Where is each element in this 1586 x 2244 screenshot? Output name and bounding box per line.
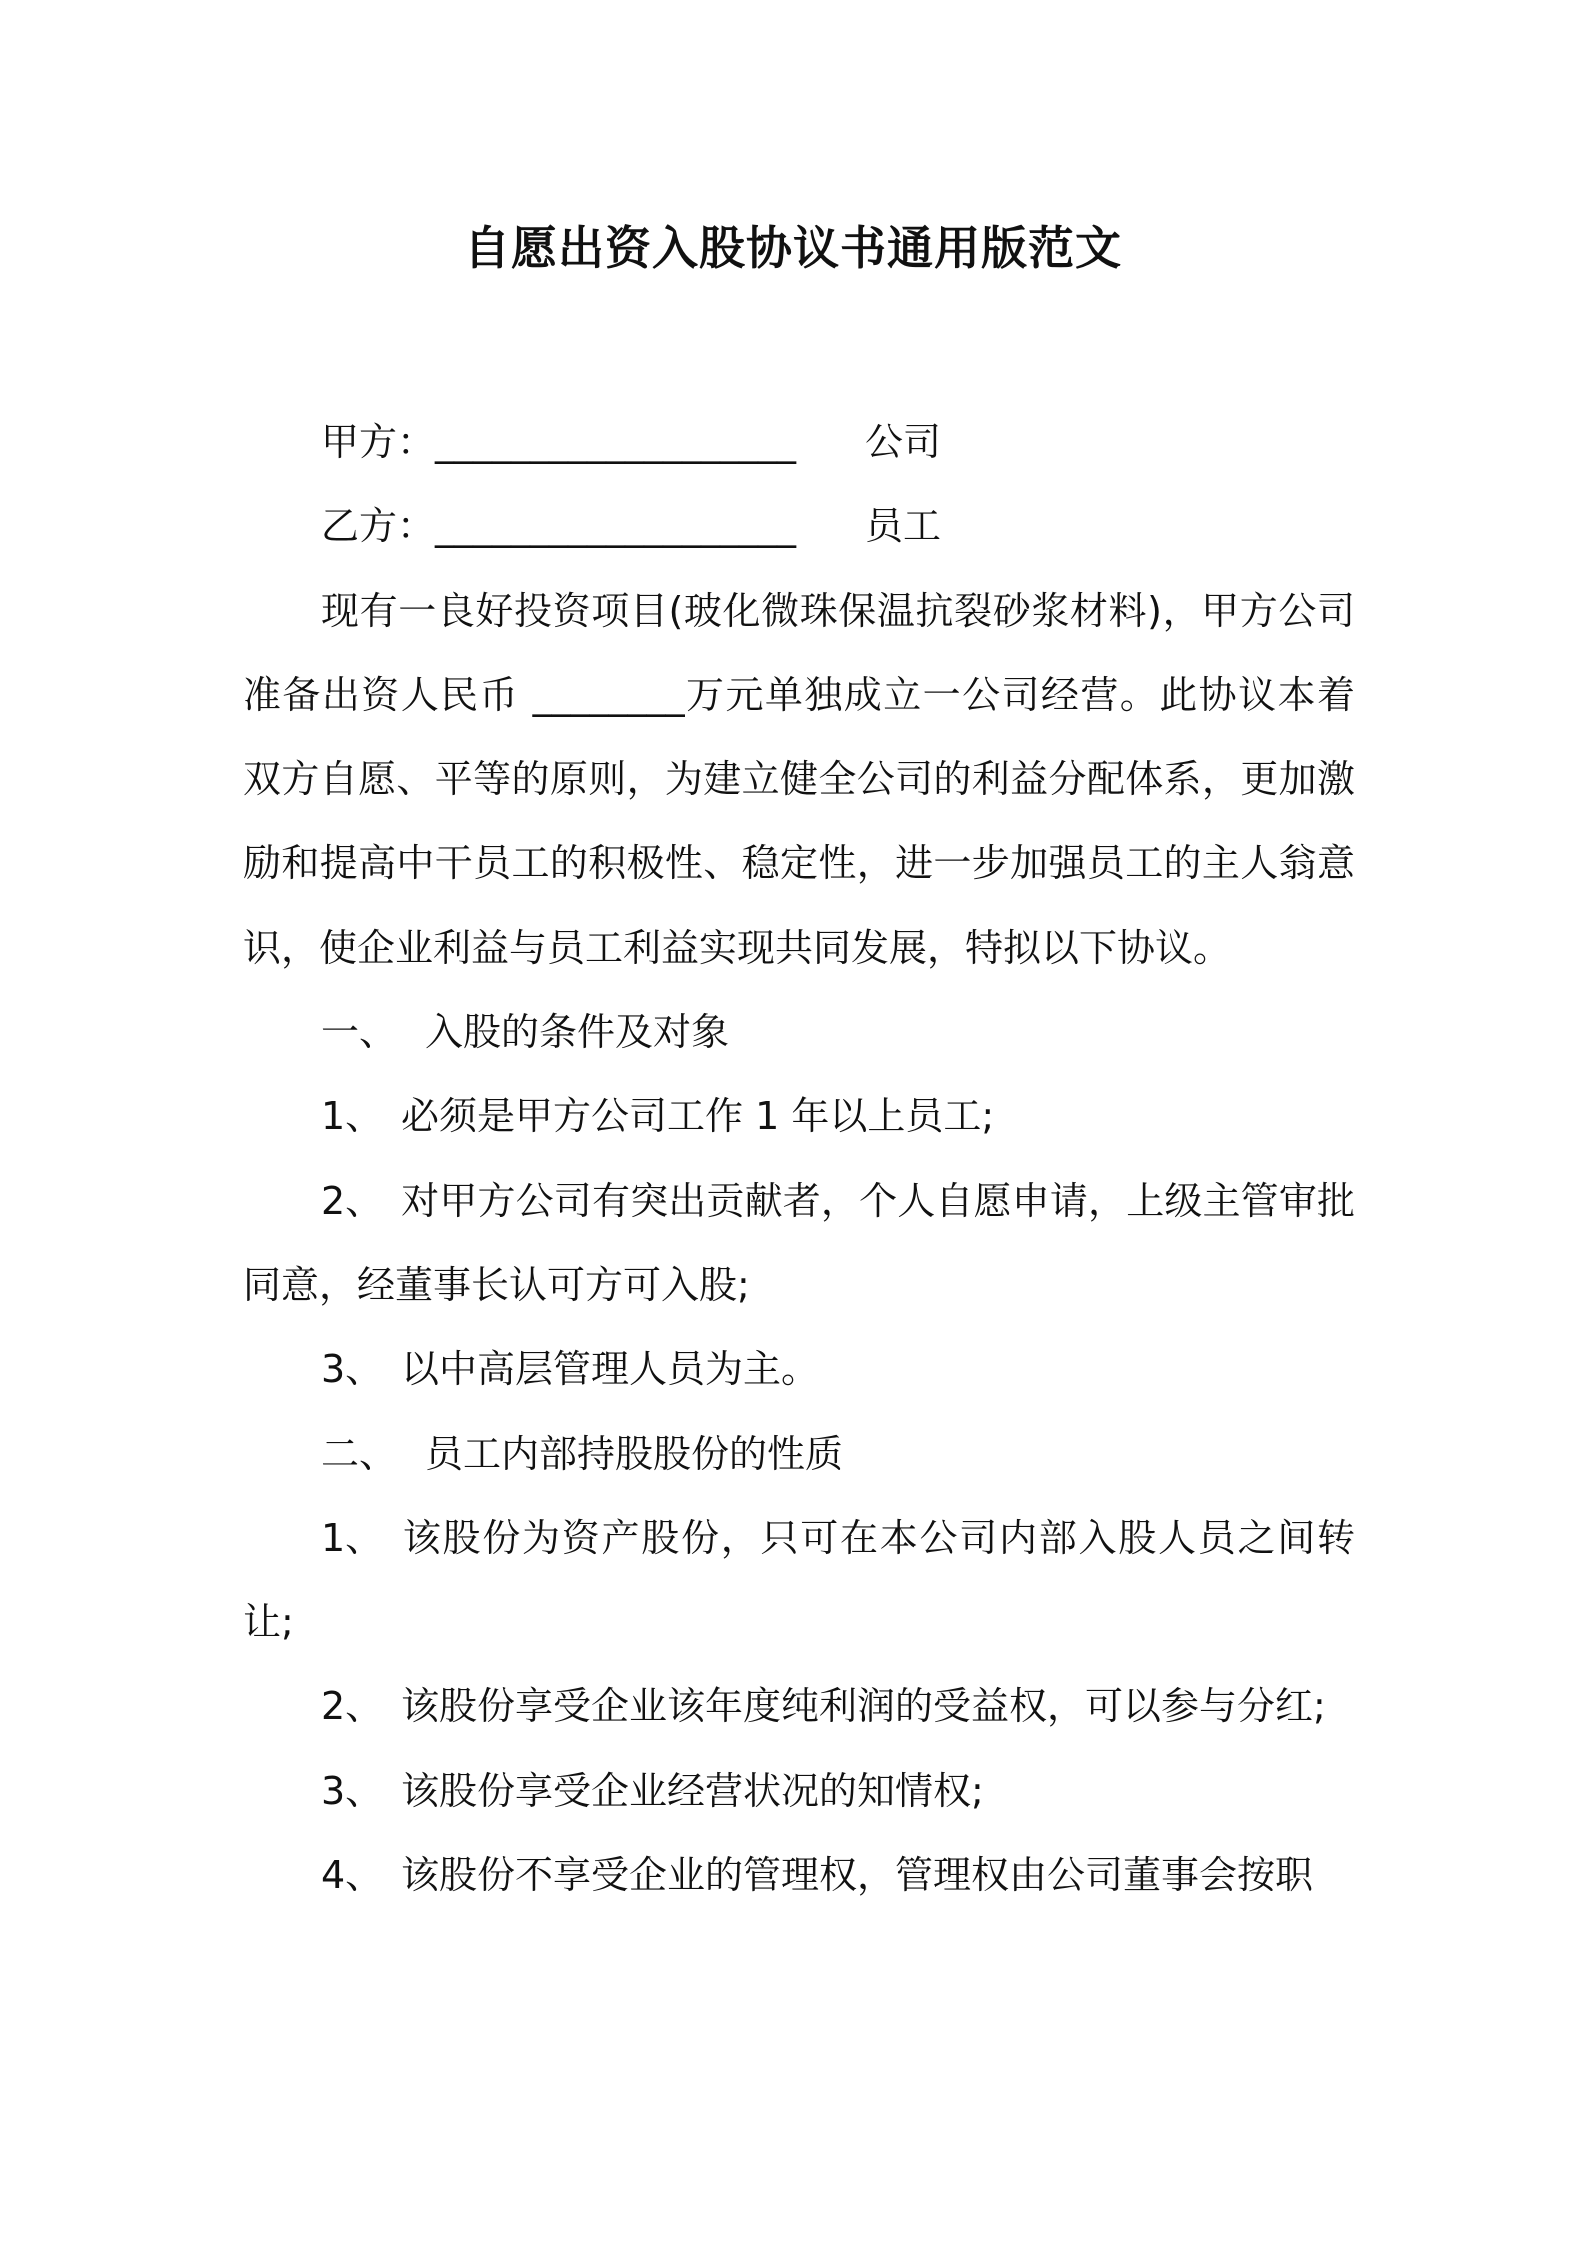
section-heading xyxy=(243,990,1355,1074)
section-heading-text: 员工内部持股股份的性质 xyxy=(425,1431,844,1476)
item-number: 3、 xyxy=(321,1347,384,1392)
investment-amount-blank: ________ xyxy=(532,672,685,717)
section-number: 二、 xyxy=(321,1431,398,1476)
item-text: 对甲方公司有突出贡献者，个人自愿申请，上级主管审批同意，经董事长认可方可入股; xyxy=(243,1178,1355,1307)
party-b-blank: ___________________ xyxy=(435,504,797,549)
list-item xyxy=(243,1327,1355,1411)
item-text: 必须是甲方公司工作 1 年以上员工; xyxy=(401,1094,995,1139)
section-number: 一、 xyxy=(321,1010,398,1055)
list-item xyxy=(243,1074,1355,1158)
item-number: 3、 xyxy=(321,1768,384,1813)
list-item xyxy=(243,1159,1355,1328)
party-a-blank: ___________________ xyxy=(435,420,797,464)
party-a-line xyxy=(243,400,1355,484)
document-body xyxy=(243,400,1355,1917)
party-a-label: 甲方： xyxy=(321,420,436,464)
item-text: 该股份为资产股份，只可在本公司内部入股人员之间转让; xyxy=(243,1515,1355,1645)
item-number: 4、 xyxy=(321,1853,384,1898)
intro-paragraph xyxy=(243,569,1355,990)
party-b-line xyxy=(243,484,1355,568)
item-text: 以中高层管理人员为主。 xyxy=(401,1347,820,1392)
section-heading-text: 入股的条件及对象 xyxy=(425,1010,730,1055)
party-b-suffix: 员工 xyxy=(865,504,942,549)
item-number: 1、 xyxy=(321,1515,384,1560)
intro-text-before-blank: 现有一良好投资项目(玻化微珠保温抗裂砂浆材料)，甲方公司准备出资人民币 xyxy=(243,588,1355,717)
intro-text-after-blank: 万元单独成立一公司经营。此协议本着双方自愿、平等的原则，为建立健全公司的利益分配体系，更加激励和提高中干员工的积极性、稳定性，进一步加强员工的主人翁意识，使企业利益与员工利益实现共同发展，特拟以下协议。 xyxy=(243,672,1355,970)
list-item xyxy=(243,1749,1355,1833)
item-text: 该股份享受企业该年度纯利润的受益权，可以参与分红; xyxy=(401,1684,1326,1729)
document-title: 自愿出资入股协议书通用版范文 xyxy=(464,221,1122,275)
item-text: 该股份享受企业经营状况的知情权; xyxy=(401,1768,984,1813)
list-item xyxy=(243,1496,1355,1665)
item-number: 1、 xyxy=(321,1094,384,1139)
item-text: 该股份不享受企业的管理权，管理权由公司董事会按职 xyxy=(401,1853,1314,1898)
item-number: 2、 xyxy=(321,1684,384,1729)
party-b-label: 乙方： xyxy=(321,504,436,549)
list-item xyxy=(243,1664,1355,1748)
section-heading xyxy=(243,1412,1355,1496)
item-number: 2、 xyxy=(321,1178,384,1223)
list-item xyxy=(243,1833,1355,1917)
party-a-suffix: 公司 xyxy=(865,420,942,464)
